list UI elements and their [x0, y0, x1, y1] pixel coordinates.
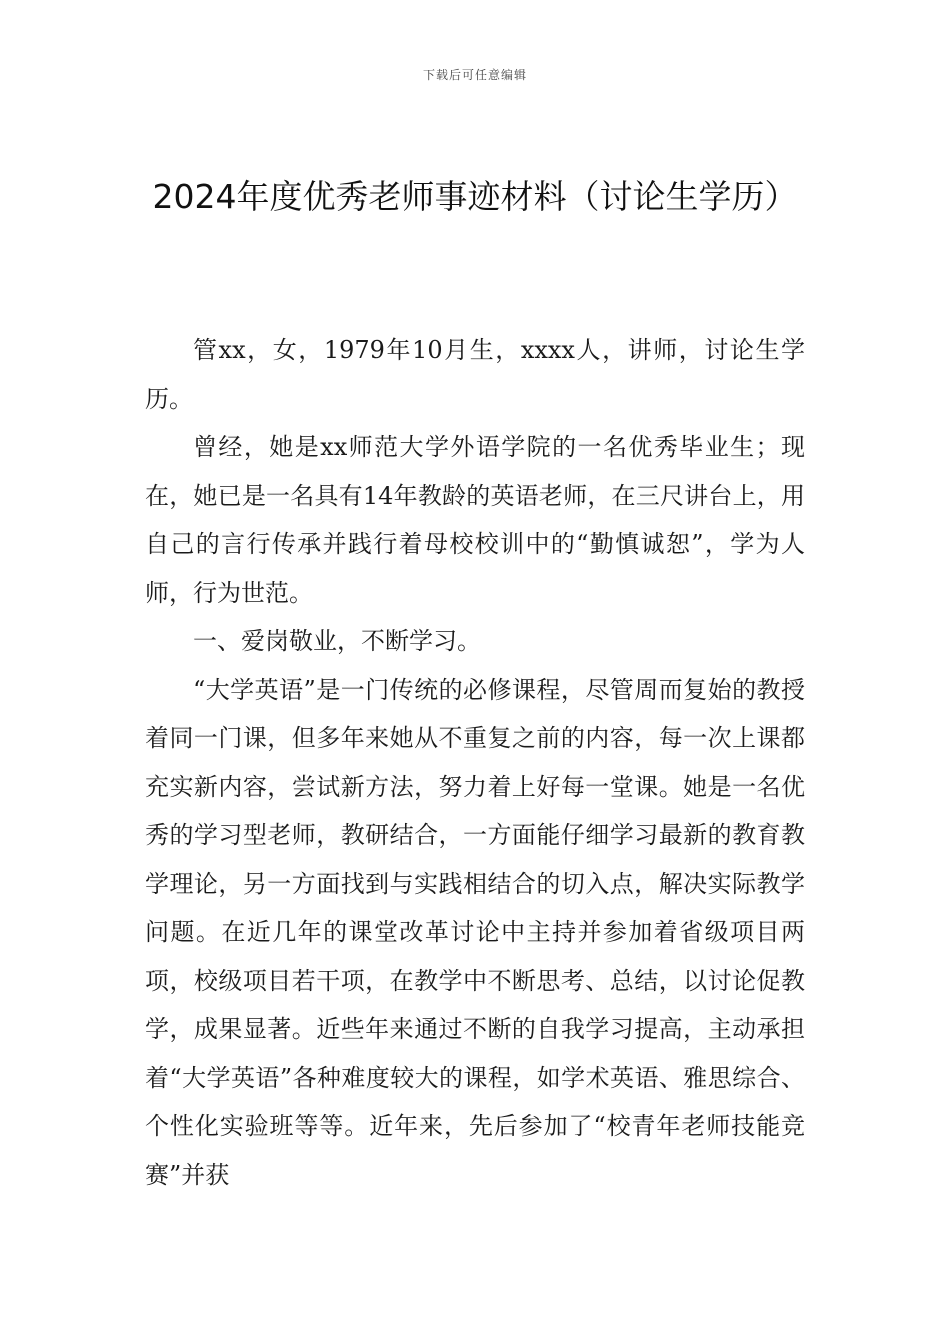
paragraph-intro: 管xx，女，1979年10月生，xxxx人，讲师，讨论生学历。: [145, 336, 805, 413]
document-body: [145, 326, 805, 1199]
header-note: 下载后可任意编辑: [422, 68, 527, 82]
section-heading-1: 一、爱岗敬业，不断学习。: [193, 627, 481, 655]
paragraph-background: 曾经，她是xx师范大学外语学院的一名优秀毕业生；现在，她已是一名具有14年教龄的英语老师，在三尺讲台上，用自己的言行传承并践行着母校校训中的“勤慎诚恕”，学为人师，行为世范。: [145, 433, 805, 607]
paragraph-teaching: “大学英语”是一门传统的必修课程，尽管周而复始的教授着同一门课，但多年来她从不重复之前的内容，每一次上课都充实新内容，尝试新方法，努力着上好每一堂课。她是一名优秀的学习型老师，教研结合，一方面能仔细学习最新的教育教学理论，另一方面找到与实践相结合的切入点，解决实际教学问题。在近几年的课堂改革讨论中主持并参加着省级项目两项，校级项目若干项，在教学中不断思考、总结，以讨论促教学，成果显著。近些年来通过不断的自我学习提高，主动承担着“大学英语”各种难度较大的课程，如学术英语、雅思综合、个性化实验班等等。近年来，先后参加了“校青年老师技能竞赛”并获: [145, 675, 805, 1189]
document-title: 2024年度优秀老师事迹材料（讨论生学历）: [152, 177, 798, 216]
